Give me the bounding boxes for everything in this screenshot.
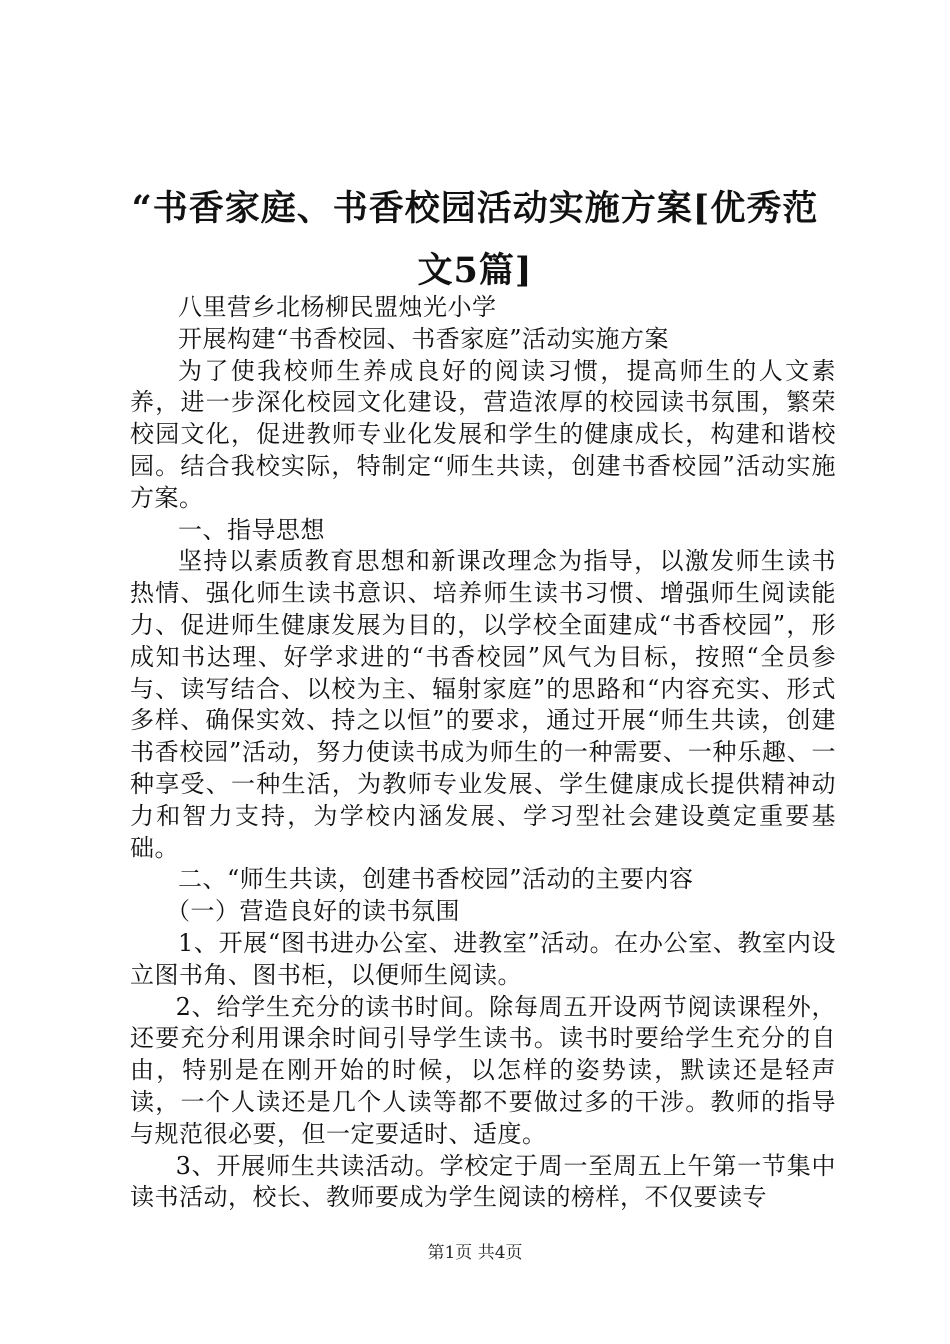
guiding-paragraph: 坚持以素质教育思想和新课改理念为指导，以激发师生读书热情、强化师生读书意识、培养师生读书习惯、增强师生阅读能力、促进师生健康发展为目的，以学校全面建成“书香校园”，形成知书达理、好学求进的“书香校园”风气为目标，按照“全员参与、读写结合、以校为主、辐射家庭”的思路和“内容充实、形式多样、确保实效、持之以恒”的要求，通过开展“师生共读，创建书香校园”活动，努力使读书成为师生的一种需要、一种乐趣、一种享受、一种生活，为教师专业发展、学生健康成长提供精神动力和智力支持，为学校内涵发展、学习型社会建设奠定重要基础。 bbox=[130, 547, 836, 862]
subsection-heading-1: （一）营造良好的读书氛围 bbox=[166, 897, 460, 926]
list-item-3: 3、开展师生共读活动。学校定于周一至周五上午第一节集中读书活动，校长、教师要成为学生阅读的榜样，不仅要读专 bbox=[130, 1151, 836, 1212]
document-body bbox=[130, 292, 836, 1214]
list-item-1: 1、开展“图书进办公室、进教室”活动。在办公室、教室内设立图书角、图书柜，以便师生阅读。 bbox=[130, 928, 836, 989]
section-heading-2: 二、“师生共读，创建书香校园”活动的主要内容 bbox=[178, 865, 694, 894]
intro-paragraph: 为了使我校师生养成良好的阅读习惯，提高师生的人文素养，进一步深化校园文化建设，营造浓厚的校园读书氛围，繁荣校园文化，促进教师专业化发展和学生的健康成长，构建和谐校园。结合我校实际，特制定“师生共读，创建书香校园”活动实施方案。 bbox=[130, 356, 836, 512]
school-name: 八里营乡北杨柳民盟烛光小学 bbox=[178, 293, 497, 321]
list-item-2: 2、给学生充分的读书时间。除每周五开设两节阅读课程外，还要充分利用课余时间引导学生读书。读书时要给学生充分的自由，特别是在刚开始的时候，以怎样的姿势读，默读还是轻声读，一个人读还是几个人读等都不要做过多的干涉。教师的指导与规范很必要，但一定要适时、适度。 bbox=[130, 992, 836, 1148]
page-footer: 第1页 共4页 bbox=[427, 1243, 523, 1263]
section-heading-1: 一、指导思想 bbox=[178, 515, 325, 544]
document-title: “书香家庭、书香校园活动实施方案[优秀范文5篇] bbox=[131, 188, 819, 291]
plan-subtitle: 开展构建“书香校园、书香家庭”活动实施方案 bbox=[178, 324, 670, 353]
